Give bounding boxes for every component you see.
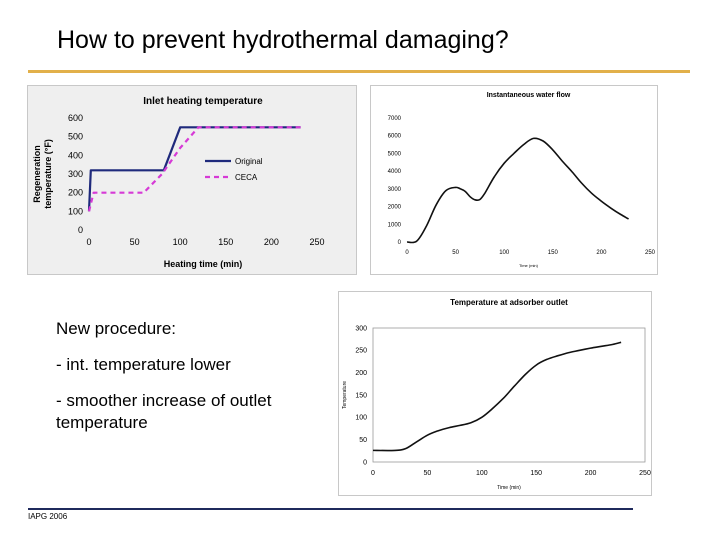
chart3-x-tick-label: 100 (475, 470, 488, 477)
chart3-x-axis-label: Time (min) (497, 485, 521, 491)
chart1-y-tick-label: 0 (77, 225, 83, 235)
chart2-x-tick-label: 250 (644, 250, 656, 256)
chart3-y-tick-label: 150 (355, 392, 367, 400)
chart3-x-tick-label: 250 (639, 470, 651, 477)
chart1-legend-label-ceca: CECA (235, 173, 258, 182)
chart1-x-tick-label: 100 (172, 237, 188, 247)
footer-divider (28, 508, 633, 510)
chart1-x-tick-label: 50 (129, 237, 140, 247)
chart1-y-axis-label: Regeneration (32, 145, 42, 203)
title-divider (28, 70, 690, 73)
slide-title: How to prevent hydrothermal damaging? (57, 26, 509, 54)
adsorber-outlet-chart-svg (338, 291, 652, 496)
chart1-y-axis-label: temperature (°F) (43, 139, 53, 209)
chart3-y-tick-label: 50 (359, 437, 367, 444)
chart2-x-tick-label: 100 (499, 250, 510, 256)
chart1-y-tick-label: 500 (67, 131, 83, 142)
chart3-y-tick-label: 300 (355, 325, 367, 333)
footer-text: IAPG 2006 (28, 512, 68, 521)
chart3-x-tick-label: 50 (423, 470, 432, 477)
chart2-background (371, 86, 658, 275)
chart1-y-tick-label: 300 (67, 169, 83, 179)
adsorber-outlet-chart (338, 291, 652, 496)
chart1-x-axis-label: Heating time (min) (163, 259, 243, 269)
chart3-x-tick-label: 200 (584, 470, 597, 477)
chart1-title: Inlet heating temperature (143, 96, 263, 107)
chart1-x-tick-label: 200 (263, 237, 279, 247)
chart1-x-tick-label: 0 (86, 237, 92, 247)
chart3-background (339, 292, 652, 496)
inlet-heating-chart-svg (27, 85, 357, 275)
chart2-y-tick-label: 4000 (387, 169, 401, 176)
chart1-y-tick-label: 600 (67, 113, 83, 123)
chart2-x-tick-label: 0 (405, 250, 409, 256)
chart3-x-tick-label: 0 (371, 470, 375, 477)
chart1-y-tick-label: 400 (67, 150, 83, 161)
water-flow-chart-svg (370, 85, 658, 275)
procedure-point-1: - int. temperature lower (56, 355, 231, 374)
chart1-legend-label-original: Original (235, 157, 263, 166)
chart2-x-tick-label: 150 (547, 250, 558, 256)
chart1-y-tick-label: 100 (67, 206, 83, 217)
chart1-x-tick-label: 250 (309, 237, 325, 247)
chart2-y-tick-label: 6000 (387, 133, 401, 140)
chart3-y-tick-label: 0 (363, 459, 367, 467)
chart2-y-tick-label: 5000 (387, 151, 401, 158)
procedure-heading: New procedure: (56, 319, 177, 338)
inlet-heating-chart (27, 85, 357, 275)
chart3-y-tick-label: 250 (355, 347, 367, 355)
chart3-y-tick-label: 200 (355, 370, 367, 377)
chart2-y-tick-label: 3000 (387, 186, 401, 193)
chart2-x-axis-label: Time (min) (519, 263, 538, 268)
chart2-x-tick-label: 50 (452, 250, 459, 256)
chart1-y-tick-label: 200 (67, 187, 83, 198)
chart2-x-tick-label: 200 (596, 250, 607, 256)
chart3-y-axis-label: Temperature (342, 380, 348, 410)
chart1-x-tick-label: 150 (218, 237, 234, 247)
chart3-x-tick-label: 150 (530, 470, 543, 477)
procedure-text (56, 318, 326, 448)
procedure-point-2: - smoother increase of outlet temperature (56, 391, 272, 432)
chart2-y-tick-label: 2000 (387, 204, 401, 211)
chart2-y-tick-label: 1000 (387, 222, 401, 229)
chart3-title: Temperature at adsorber outlet (450, 298, 568, 307)
chart3-y-tick-label: 100 (355, 414, 367, 422)
chart2-y-tick-label: 7000 (387, 116, 401, 122)
chart2-title: Instantaneous water flow (486, 92, 571, 99)
water-flow-chart (370, 85, 658, 275)
chart2-y-tick-label: 0 (397, 240, 401, 246)
